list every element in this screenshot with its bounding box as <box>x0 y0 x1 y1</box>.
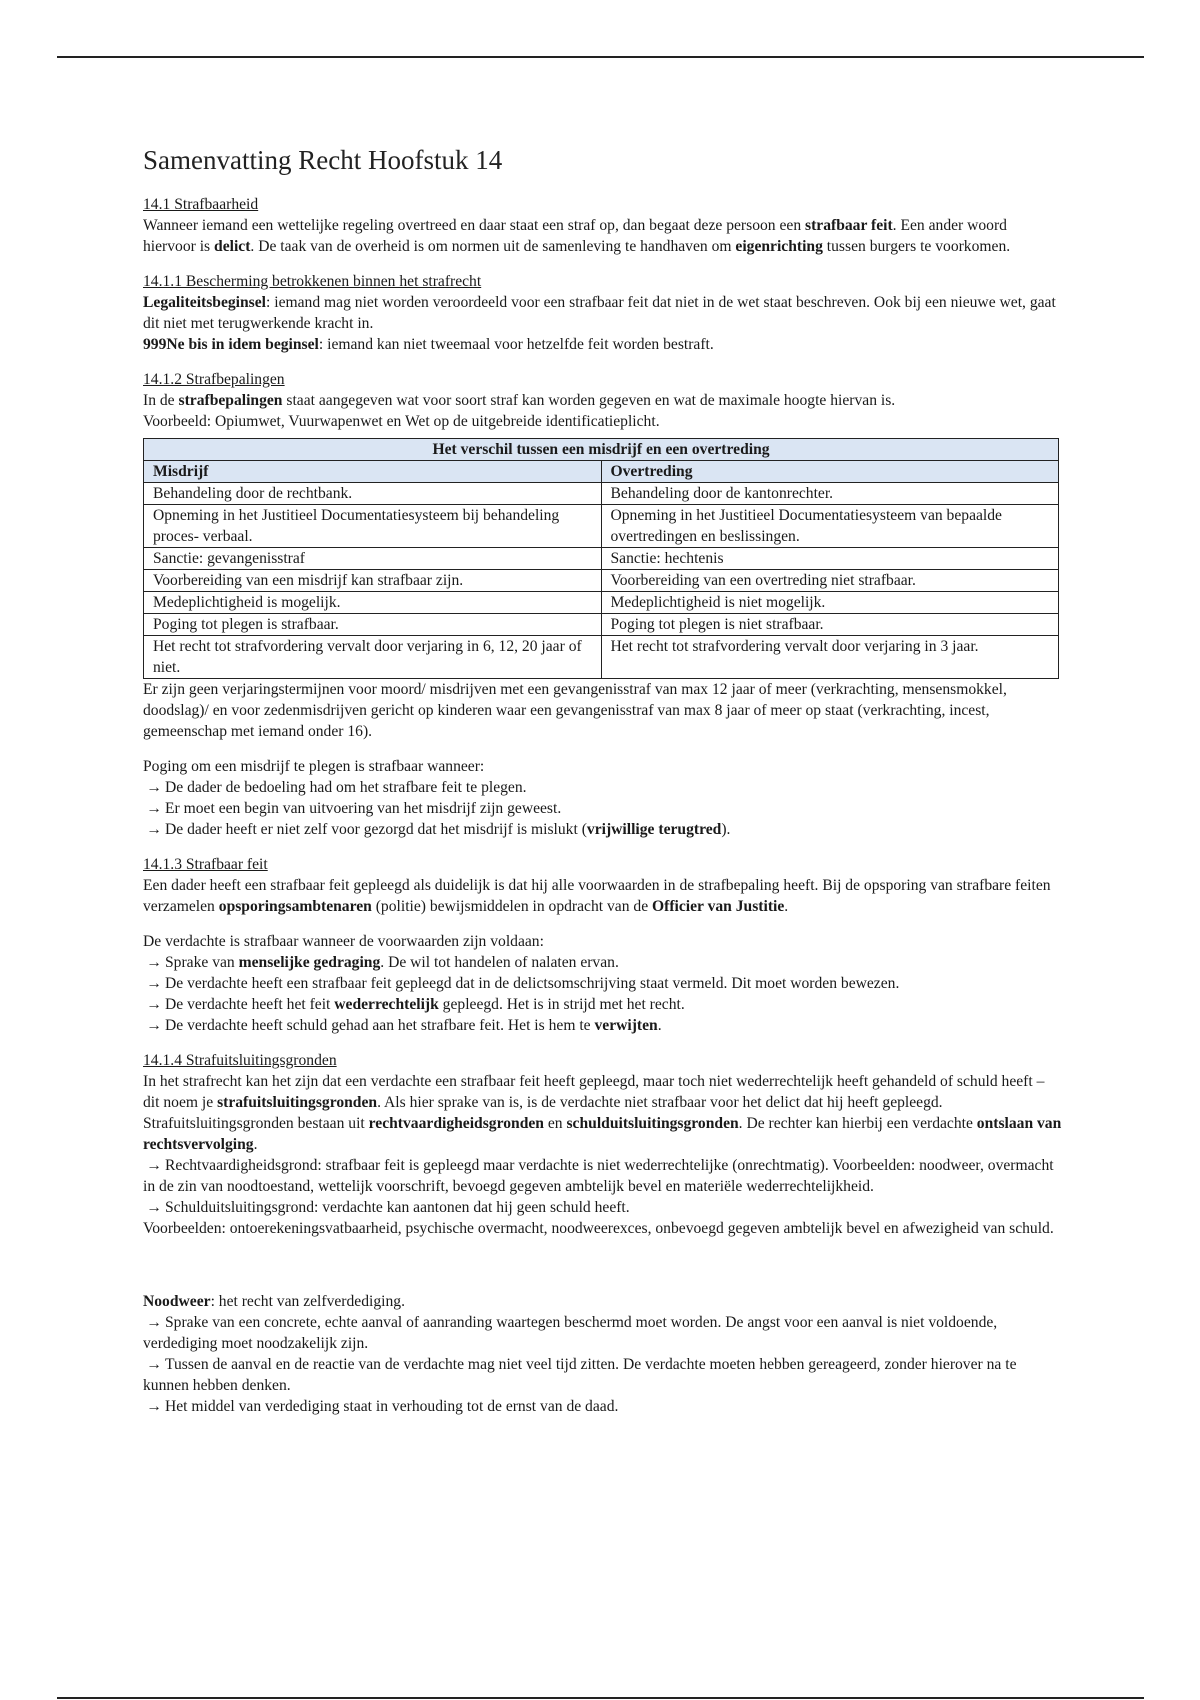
strafbepalingen-line: In de strafbepalingen staat aangegeven wat voor soort straf kan worden gegeven en wat de maximale hoogte hiervan is. <box>143 392 896 409</box>
list-item: →Sprake van een concrete, echte aanval of aanranding waartegen beschermd moet worden. De angst voor een aanval is niet voldoende, verdediging moet noodzakelijk zijn. <box>143 1312 1063 1354</box>
arrow-right-icon <box>143 798 165 819</box>
table-cell: Opneming in het Justitieel Documentatiesysteem bij behandeling proces- verbaal. <box>144 505 602 548</box>
column-header-overtreding: Overtreding <box>601 461 1059 483</box>
arrow-right-icon <box>143 952 165 973</box>
table-cell: Behandeling door de kantonrechter. <box>601 483 1059 505</box>
table-cell: Sanctie: gevangenisstraf <box>144 548 602 570</box>
section-14-1-4 <box>143 1050 1063 1239</box>
table-row <box>144 548 1059 570</box>
arrow-right-icon <box>143 819 165 840</box>
table-cell: Voorbereiding van een overtreding niet strafbaar. <box>601 570 1059 592</box>
table-cell: Het recht tot strafvordering vervalt door verjaring in 3 jaar. <box>601 636 1059 679</box>
ne-bis-in-idem-line: 999Ne bis in idem beginsel: iemand kan niet tweemaal voor hetzelfde feit worden bestraft. <box>143 336 714 353</box>
legaliteitsbeginsel-line: Legaliteitsbeginsel: iemand mag niet worden veroordeeld voor een strafbaar feit dat niet in de wet staat beschreven. Ook bij een nieuwe wet, gaat dit niet met terugwerkende kracht in. <box>143 294 1056 332</box>
list-item: →De verdachte heeft een strafbaar feit gepleegd dat in de delictsomschrijving staat vermeld. Dit moet worden bewezen. <box>143 973 1063 994</box>
table-row <box>144 570 1059 592</box>
noodweer-term: Noodweer <box>143 1293 211 1310</box>
table-title: Het verschil tussen een misdrijf en een overtreding <box>144 439 1059 461</box>
document-page <box>143 143 1063 1417</box>
voorbeelden-line: Voorbeelden: ontoerekeningsvatbaarheid, psychische overmacht, noodweerexces, onbevoegd gegeven ambtelijk bevel en afwezigheid van schuld. <box>143 1220 1054 1237</box>
section-14-1 <box>143 194 1063 257</box>
section-14-1-3 <box>143 854 1063 917</box>
list-item: →De verdachte heeft schuld gehad aan het strafbare feit. Het is hem te verwijten. <box>143 1015 1063 1036</box>
table-cell: Poging tot plegen is strafbaar. <box>144 614 602 636</box>
noodweer-block <box>143 1291 1063 1417</box>
table-cell: Medeplichtigheid is mogelijk. <box>144 592 602 614</box>
table-cell: Medeplichtigheid is niet mogelijk. <box>601 592 1059 614</box>
noodweer-definition: Noodweer: het recht van zelfverdediging. <box>143 1293 405 1310</box>
verjaring-paragraph: Er zijn geen verjaringstermijnen voor moord/ misdrijven met een gevangenisstraf van max 12 jaar of meer (verkrachting, mensensmokkel, doodslag)/ en voor zedenmisdrijven gericht op kinderen waar een gevangenisstraf van max 8 jaar of meer op staat (verkrachting, incest, gemeenschap met iemand onder 16). <box>143 681 1007 740</box>
arrow-right-icon <box>143 777 165 798</box>
table-row <box>144 592 1059 614</box>
table-cell: Opneming in het Justitieel Documentatiesysteem van bepaalde overtredingen en beslissingen. <box>601 505 1059 548</box>
list-item: →Sprake van menselijke gedraging. De wil tot handelen of nalaten ervan. <box>143 952 1063 973</box>
list-item: →Het middel van verdediging staat in verhouding tot de ernst van de daad. <box>143 1396 1063 1417</box>
table-row <box>144 636 1059 679</box>
bottom-rule <box>57 1697 1144 1699</box>
comparison-table <box>143 438 1059 679</box>
page-title: Samenvatting Recht Hoofstuk 14 <box>143 145 503 175</box>
section-text: In het strafrecht kan het zijn dat een verdachte een strafbaar feit heeft gepleegd, maar toch niet wederrechtelijk heeft gehandeld of schuld heeft – dit noem je strafuitsluitingsgronden. Als hier sprake van is, is de verdachte niet strafbaar voor het delict dat hij heeft gepleegd. Strafuitsluitingsgronden bestaan uit rechtvaardigheidsgronden en schulduitsluitingsgronden. De rechter kan hierbij een verdachte ontslaan van rechtsvervolging. <box>143 1073 1062 1153</box>
table-cell: Het recht tot strafvordering vervalt door verjaring in 6, 12, 20 jaar of niet. <box>144 636 602 679</box>
arrow-right-icon <box>143 1015 165 1036</box>
voorbeeld-line: Voorbeeld: Opiumwet, Vuurwapenwet en Wet op de uitgebreide identificatieplicht. <box>143 413 660 430</box>
section-heading: 14.1.3 Strafbaar feit <box>143 856 268 873</box>
table-cell: Voorbereiding van een misdrijf kan strafbaar zijn. <box>144 570 602 592</box>
section-heading: 14.1.4 Strafuitsluitingsgronden <box>143 1052 337 1069</box>
arrow-right-icon <box>143 1354 165 1375</box>
list-item: →De dader de bedoeling had om het strafbare feit te plegen. <box>143 777 1063 798</box>
section-text: Een dader heeft een strafbaar feit gepleegd als duidelijk is dat hij alle voorwaarden in de strafbepaling heeft. Bij de opsporing van strafbare feiten verzamelen opsporingsambtenaren (politie) bewijsmiddelen in opdracht van de Officier van Justitie. <box>143 877 1051 915</box>
arrow-right-icon <box>143 1396 165 1417</box>
table-cell: Behandeling door de rechtbank. <box>144 483 602 505</box>
arrow-right-icon <box>143 973 165 994</box>
arrow-right-icon <box>143 1155 165 1176</box>
section-14-1-1 <box>143 271 1063 355</box>
list-item: →Tussen de aanval en de reactie van de verdachte mag niet veel tijd zitten. De verdachte moeten hebben gereageerd, zonder hierover na te kunnen hebben denken. <box>143 1354 1063 1396</box>
poging-intro: Poging om een misdrijf te plegen is strafbaar wanneer: <box>143 758 485 775</box>
list-item: →Er moet een begin van uitvoering van het misdrijf zijn geweest. <box>143 798 1063 819</box>
arrow-right-icon <box>143 1197 165 1218</box>
section-14-1-2 <box>143 369 1063 432</box>
table-cell: Sanctie: hechtenis <box>601 548 1059 570</box>
section-heading: 14.1 Strafbaarheid <box>143 196 259 213</box>
list-item: →Rechtvaardigheidsgrond: strafbaar feit is gepleegd maar verdachte is niet wederrechtelijke (onrechtmatig). Voorbeelden: noodweer, overmacht in de zin van noodtoestand, wettelijk voorschrift, bevoegd gegeven ambtelijk bevel en materiële wederrechtelijkheid. <box>143 1155 1063 1197</box>
top-rule <box>57 56 1144 58</box>
arrow-right-icon <box>143 994 165 1015</box>
section-heading: 14.1.2 Strafbepalingen <box>143 371 285 388</box>
section-text: Wanneer iemand een wettelijke regeling overtreed en daar staat een straf op, dan begaat deze persoon een strafbaar feit. Een ander woord hiervoor is delict. De taak van de overheid is om normen uit de samenleving te handhaven om eigenrichting tussen burgers te voorkomen. <box>143 217 1011 255</box>
verdachte-intro: De verdachte is strafbaar wanneer de voorwaarden zijn voldaan: <box>143 933 544 950</box>
table-row <box>144 505 1059 548</box>
list-item: →De verdachte heeft het feit wederrechtelijk gepleegd. Het is in strijd met het recht. <box>143 994 1063 1015</box>
list-item: →De dader heeft er niet zelf voor gezorgd dat het misdrijf is mislukt (vrijwillige terugtred). <box>143 819 1063 840</box>
arrow-right-icon <box>143 1312 165 1333</box>
poging-block <box>143 756 1063 840</box>
verdachte-block <box>143 931 1063 1036</box>
table-cell: Poging tot plegen is niet strafbaar. <box>601 614 1059 636</box>
table-row <box>144 483 1059 505</box>
list-item: →Schulduitsluitingsgrond: verdachte kan aantonen dat hij geen schuld heeft. <box>143 1197 1063 1218</box>
table-row <box>144 614 1059 636</box>
section-heading: 14.1.1 Bescherming betrokkenen binnen het strafrecht <box>143 273 482 290</box>
column-header-misdrijf: Misdrijf <box>144 461 602 483</box>
